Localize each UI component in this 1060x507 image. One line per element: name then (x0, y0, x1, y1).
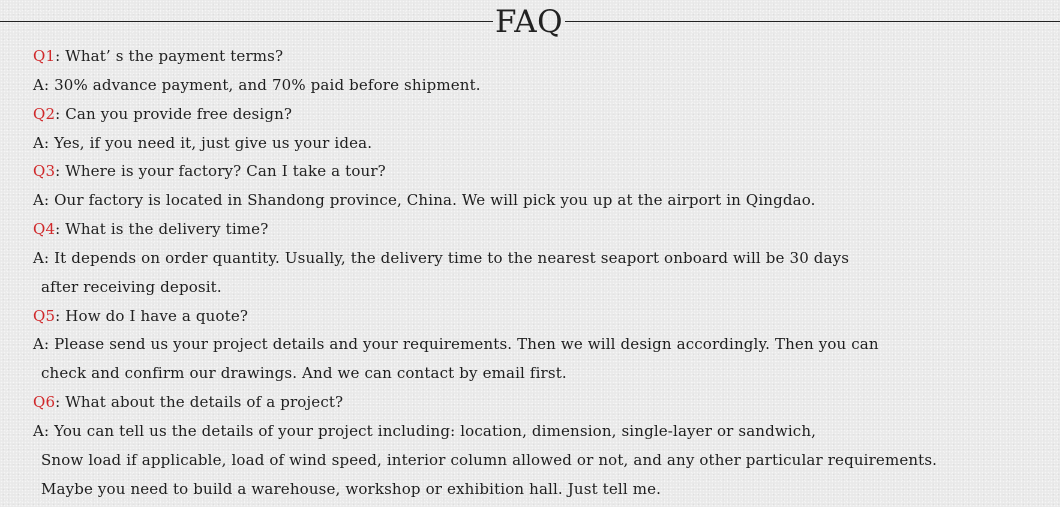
question-text: : What’ s the payment terms? (55, 47, 284, 65)
faq-answer-continuation: after receiving deposit. (41, 277, 222, 296)
faq-answer: A: You can tell us the details of your project including: location, dimension, single-layer or sandwich, (33, 421, 817, 440)
question-number: Q2 (33, 104, 56, 123)
question-text: : Can you provide free design? (55, 104, 293, 123)
faq-question (33, 42, 1053, 71)
question-number: Q1 (33, 47, 56, 65)
faq-answer: A: Yes, if you need it, just give us your idea. (33, 133, 373, 152)
question-number: Q5 (33, 306, 56, 325)
question-text: : What about the details of a project? (55, 393, 344, 412)
faq-header (0, 0, 1060, 44)
faq-answer-continuation: check and confirm our drawings. And we can contact by email first. (41, 364, 567, 383)
faq-answer: A: 30% advance payment, and 70% paid before shipment. (33, 75, 481, 94)
question-number: Q4 (33, 220, 56, 239)
question-number: Q6 (33, 393, 56, 412)
question-text: : Where is your factory? Can I take a tour? (55, 162, 386, 181)
question-text: : What is the delivery time? (55, 220, 269, 239)
faq-question (33, 215, 1053, 244)
faq-answer: A: Please send us your project details and your requirements. Then we will design accordingly. Then you can (33, 335, 879, 354)
faq-question (33, 157, 1053, 186)
faq-question (33, 100, 1053, 129)
header-rule-right (565, 21, 1060, 22)
faq-list (33, 42, 1053, 504)
page-title: FAQ (494, 4, 564, 40)
question-number: Q3 (33, 162, 56, 181)
faq-question (33, 302, 1053, 331)
faq-answer: A: Our factory is located in Shandong province, China. We will pick you up at the airport in Qingdao. (33, 191, 816, 210)
faq-answer-continuation: Snow load if applicable, load of wind speed, interior column allowed or not, and any other particular requirements. (41, 450, 938, 469)
header-rule-left (0, 21, 493, 22)
faq-answer: A: It depends on order quantity. Usually, the delivery time to the nearest seaport onboard will be 30 days (33, 248, 850, 267)
faq-answer-continuation: Maybe you need to build a warehouse, workshop or exhibition hall. Just tell me. (41, 479, 662, 498)
question-text: : How do I have a quote? (55, 306, 249, 325)
faq-question (33, 388, 1053, 417)
